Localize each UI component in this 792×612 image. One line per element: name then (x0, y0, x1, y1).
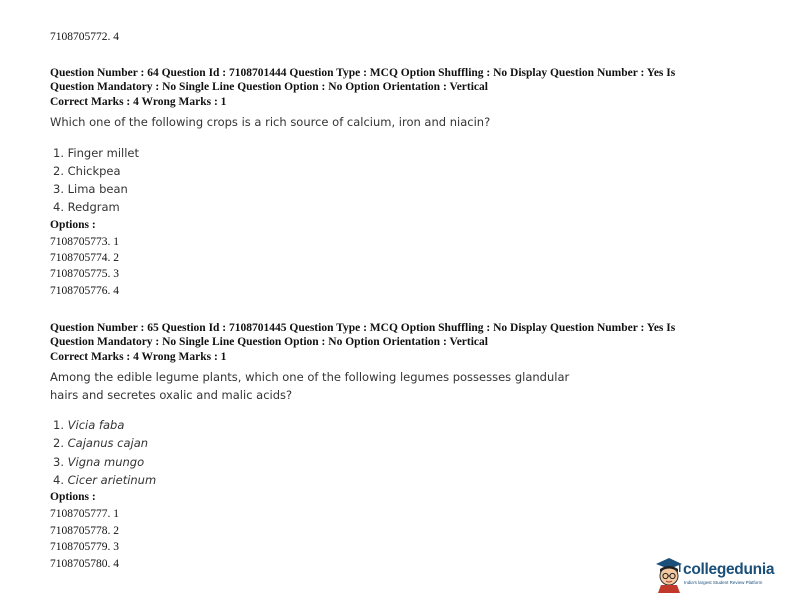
choice-species: Vigna mungo (67, 455, 145, 469)
choice-species: Cicer arietinum (67, 473, 157, 487)
choice-item (53, 455, 144, 469)
graduate-mascot-icon (654, 555, 684, 593)
question-header-line1: Question Number : 64 Question Id : 7108701444 Question Type : MCQ Option Shuffling : No Display Question Number : Yes Is (50, 67, 676, 79)
choice-item (53, 418, 124, 432)
option-id: 7108705772. 4 (50, 31, 119, 43)
marks-line: Correct Marks : 4 Wrong Marks : 1 (50, 96, 227, 108)
choice-item: 1. Finger millet (53, 146, 140, 160)
option-id: 7108705778. 2 (50, 525, 119, 537)
marks-line: Correct Marks : 4 Wrong Marks : 1 (50, 351, 227, 363)
brand-tagline: India's largest Student Review Platform (684, 580, 763, 585)
option-id: 7108705773. 1 (50, 236, 119, 248)
choice-item: 3. Lima bean (53, 182, 128, 196)
choice-item: 2. Chickpea (53, 164, 121, 178)
option-id: 7108705780. 4 (50, 558, 119, 570)
choice-item (53, 473, 156, 487)
choice-number: 3. (53, 455, 68, 469)
option-id: 7108705776. 4 (50, 285, 119, 297)
brand-name: collegedunia (683, 561, 775, 578)
question-header-line1: Question Number : 65 Question Id : 7108701445 Question Type : MCQ Option Shuffling : No Display Question Number : Yes Is (50, 322, 676, 334)
question-stem-line2: hairs and secretes oxalic and malic acids? (50, 388, 293, 402)
options-label: Options : (50, 219, 96, 231)
choice-number: 2. (53, 436, 68, 450)
options-label: Options : (50, 491, 96, 503)
option-id: 7108705777. 1 (50, 508, 119, 520)
option-id: 7108705774. 2 (50, 252, 119, 264)
choice-species: Vicia faba (67, 418, 125, 432)
choice-item: 4. Redgram (53, 200, 120, 214)
option-id: 7108705779. 3 (50, 541, 119, 553)
question-header-line2: Question Mandatory : No Single Line Question Option : No Option Orientation : Vertical (50, 81, 488, 93)
option-id: 7108705775. 3 (50, 268, 119, 280)
question-stem-line1: Among the edible legume plants, which one of the following legumes possesses glandular (50, 370, 570, 384)
choice-number: 4. (53, 473, 68, 487)
choice-number: 1. (53, 418, 68, 432)
choice-item (53, 436, 148, 450)
question-stem: Which one of the following crops is a rich source of calcium, iron and niacin? (50, 115, 491, 129)
question-header-line2: Question Mandatory : No Single Line Question Option : No Option Orientation : Vertical (50, 336, 488, 348)
choice-species: Cajanus cajan (67, 436, 149, 450)
